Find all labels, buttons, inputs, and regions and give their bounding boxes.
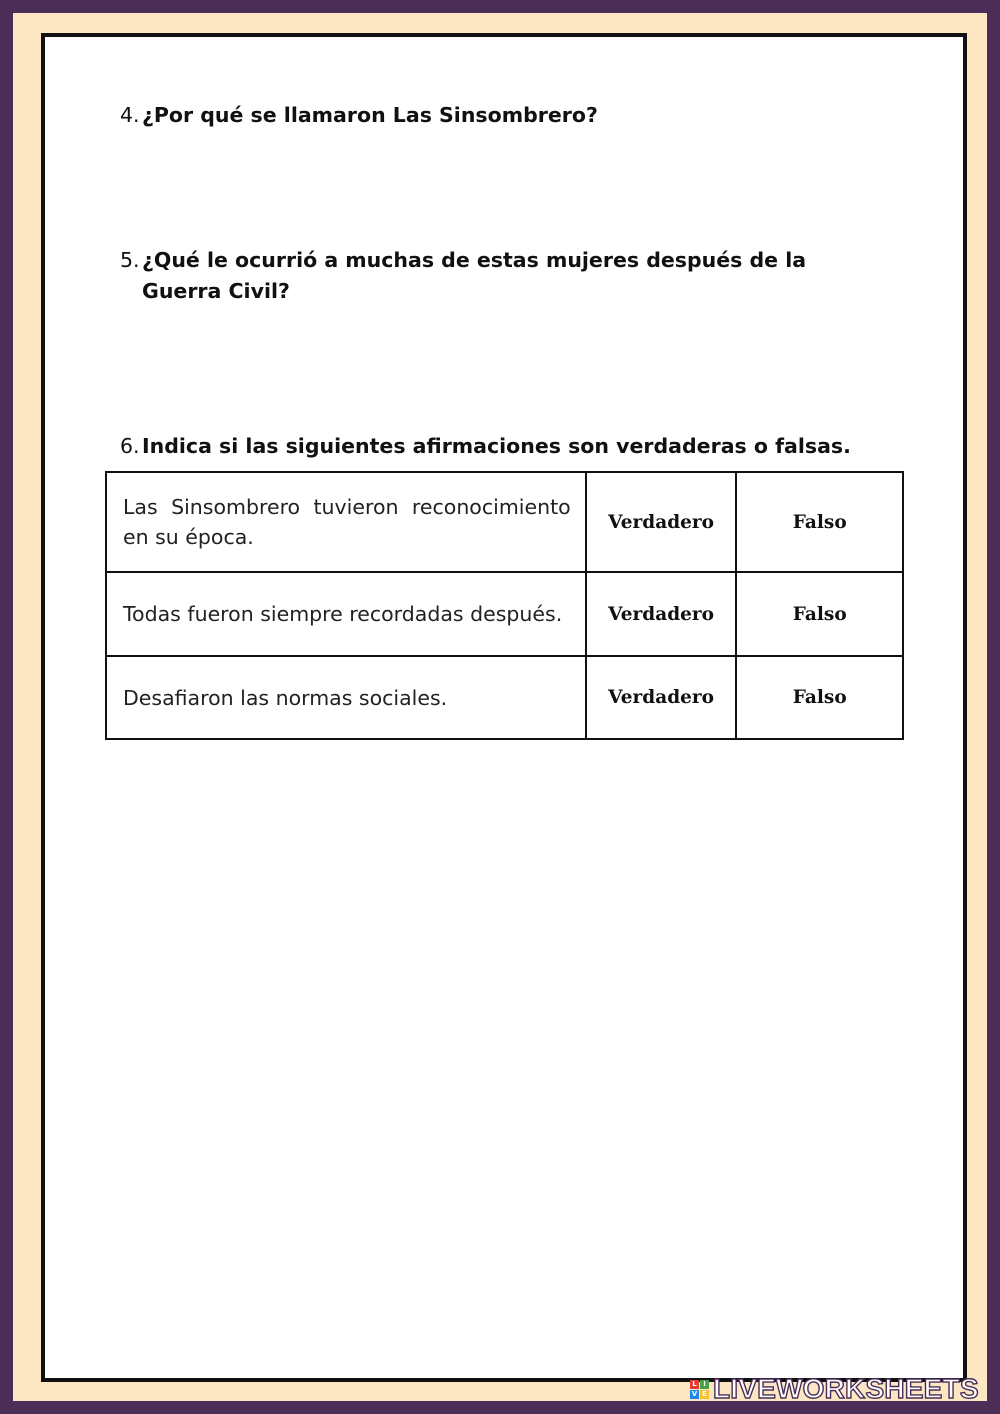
verdadero-option[interactable]: Verdadero <box>586 572 737 656</box>
statement-cell: Todas fueron siempre recordadas después. <box>106 572 586 656</box>
true-false-table <box>105 471 904 740</box>
question-number: 6. <box>120 434 140 458</box>
question-text: Indica si las siguientes afirmaciones son verdaderas o falsas. <box>142 434 851 458</box>
question-text: ¿Qué le ocurrió a muchas de estas mujeres después de la Guerra Civil? <box>142 248 807 303</box>
question-6 <box>120 431 920 462</box>
falso-option[interactable]: Falso <box>736 656 903 739</box>
table-row <box>106 656 903 739</box>
question-4 <box>120 100 860 131</box>
question-number: 4. <box>120 103 140 127</box>
verdadero-option[interactable]: Verdadero <box>586 472 737 572</box>
statement-cell: Las Sinsombrero tuvieron reconocimiento en su época. <box>106 472 586 572</box>
falso-option[interactable]: Falso <box>736 472 903 572</box>
question-text: ¿Por qué se llamaron Las Sinsombrero? <box>142 103 598 127</box>
table-row <box>106 572 903 656</box>
falso-option[interactable]: Falso <box>736 572 903 656</box>
worksheet-page <box>41 33 967 1382</box>
question-5 <box>120 245 860 307</box>
liveworksheets-logo-icon: L I V E <box>690 1380 709 1399</box>
question-number: 5. <box>120 248 140 272</box>
verdadero-option[interactable]: Verdadero <box>586 656 737 739</box>
statement-cell: Desafiaron las normas sociales. <box>106 656 586 739</box>
brand-name: LIVEWORKSHEETS <box>713 1373 979 1404</box>
liveworksheets-branding <box>690 1373 979 1404</box>
table-row <box>106 472 903 572</box>
